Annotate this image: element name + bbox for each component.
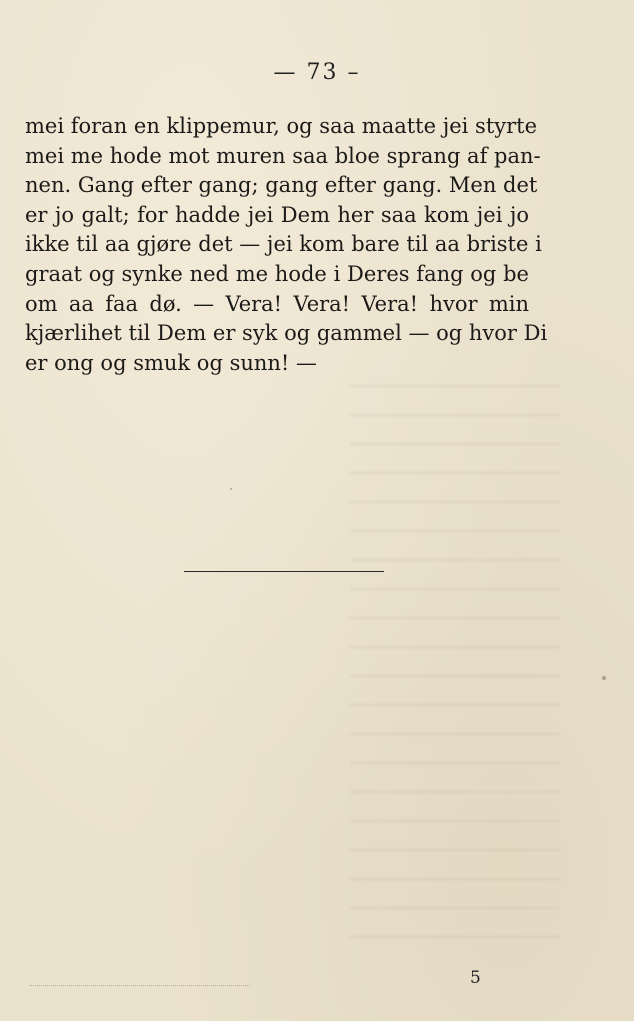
text-line: om aa faa dø. — Vera! Vera! Vera! hvor min xyxy=(25,291,529,316)
paper-speck xyxy=(230,488,232,490)
signature-mark: 5 xyxy=(470,968,481,988)
text-line: er jo galt; for hadde jei Dem her saa kom jei jo xyxy=(25,202,529,227)
page-number-header: — 73 – xyxy=(273,60,361,85)
footer-smudge xyxy=(30,985,250,986)
section-separator-rule xyxy=(184,571,384,572)
text-line: mei me hode mot muren saa bloe sprang af pan- xyxy=(25,143,541,168)
show-through-text xyxy=(350,385,560,945)
text-line: nen. Gang efter gang; gang efter gang. Men det xyxy=(25,173,538,198)
text-line: ikke til aa gjøre det — jei kom bare til aa briste i xyxy=(25,232,542,257)
text-line: er ong og smuk og sunn! — xyxy=(25,350,318,375)
paper-speck xyxy=(602,676,606,680)
text-line: graat og synke ned me hode i Deres fang og be xyxy=(25,261,529,286)
text-line: mei foran en klippemur, og saa maatte jei styrte xyxy=(25,114,538,138)
body-text xyxy=(25,112,548,378)
text-line: kjærlihet til Dem er syk og gammel — og hvor Di xyxy=(25,321,548,346)
